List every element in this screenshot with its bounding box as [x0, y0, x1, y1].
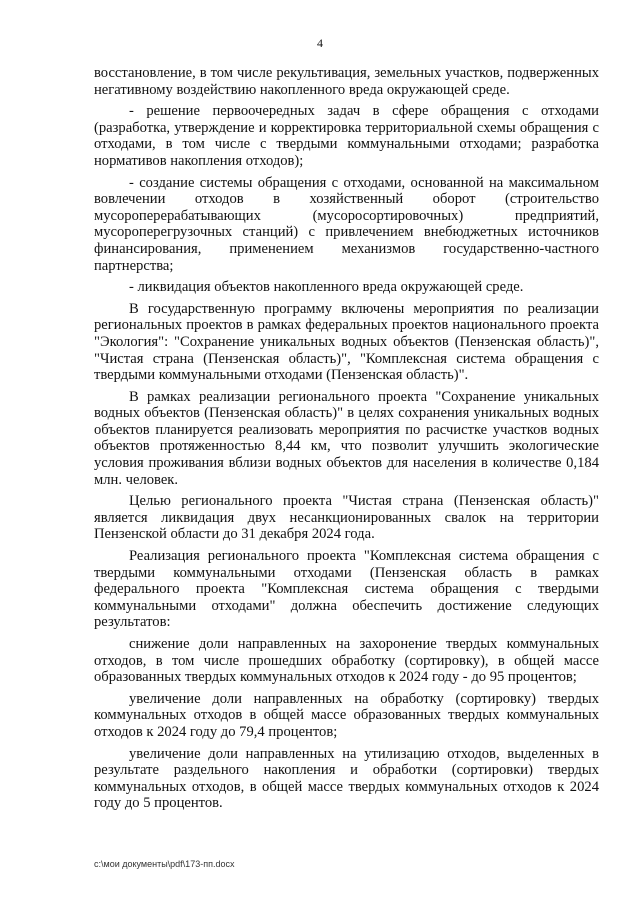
- paragraph-4: - ликвидация объектов накопленного вреда окружающей среде.: [129, 279, 524, 296]
- paragraph-3: - создание системы обращения с отходами, основанной на максимальном вовлечении отходов в хозяйственный оборот (строительство мусороперерабатывающих (мусоросортировочных) предприятий, мусороперегрузочных станций) с привлечением внебюджетных источников финансирования, применением механизмов государственно-частного партнерства;: [94, 174, 599, 274]
- paragraph-11: увеличение доли направленных на утилизацию отходов, выделенных в результате раздельного накопления и обработки (сортировки) твердых коммунальных отходов, в общей массе твердых коммунальных отходов к 2024 году до 5 процентов.: [94, 745, 599, 812]
- paragraph-1: восстановление, в том числе рекультивация, земельных участков, подверженных негативному воздействию накопленного вреда окружающей среде.: [94, 65, 599, 98]
- paragraph-5: В государственную программу включены мероприятия по реализации региональных проектов в рамках федеральных проектов национального проекта "Экология": "Сохранение уникальных водных объектов (Пензенская область)", "Чистая страна (Пензенская область)", "Комплексная система обращения с твердыми коммунальными отходами (Пензенская область)".: [94, 300, 599, 384]
- paragraph-7: Целью регионального проекта "Чистая страна (Пензенская область)" является ликвидация двух несанкционированных свалок на территории Пензенской области до 31 декабря 2024 года.: [94, 493, 599, 543]
- paragraph-10: увеличение доли направленных на обработку (сортировку) твердых коммунальных отходов в общей массе образованных твердых коммунальных отходов к 2024 году до 79,4 процентов;: [94, 690, 599, 740]
- paragraph-9: снижение доли направленных на захоронение твердых коммунальных отходов, в том числе прошедших обработку (сортировку), в общей массе образованных твердых коммунальных отходов к 2024 году - до 95 процентов;: [94, 636, 599, 686]
- document-body: [94, 65, 599, 817]
- page-number: 4: [317, 36, 323, 50]
- paragraph-2: - решение первоочередных задач в сфере обращения с отходами (разработка, утверждение и корректировка территориальной схемы обращения с отходами, в том числе с твердыми коммунальными отходами; разработка нормативов накопления отходов);: [94, 103, 599, 169]
- footer-file-path: c:\мои документы\pdf\173-пп.docx: [94, 859, 235, 869]
- paragraph-8: Реализация регионального проекта "Комплексная система обращения с твердыми коммунальными отходами (Пензенская область в рамках федерального проекта "Комплексная система обращения с твердыми коммунальными отходами" должна обеспечить достижение следующих результатов:: [94, 548, 599, 631]
- paragraph-6: В рамках реализации регионального проекта "Сохранение уникальных водных объектов (Пензенская область)" в целях сохранения уникальных водных объектов планируется реализовать мероприятия по расчистке участков водных объектов протяженностью 8,44 км, что позволит улучшить экологические условия проживания вблизи водных объектов для населения в количестве 0,184 млн. человек.: [94, 388, 599, 488]
